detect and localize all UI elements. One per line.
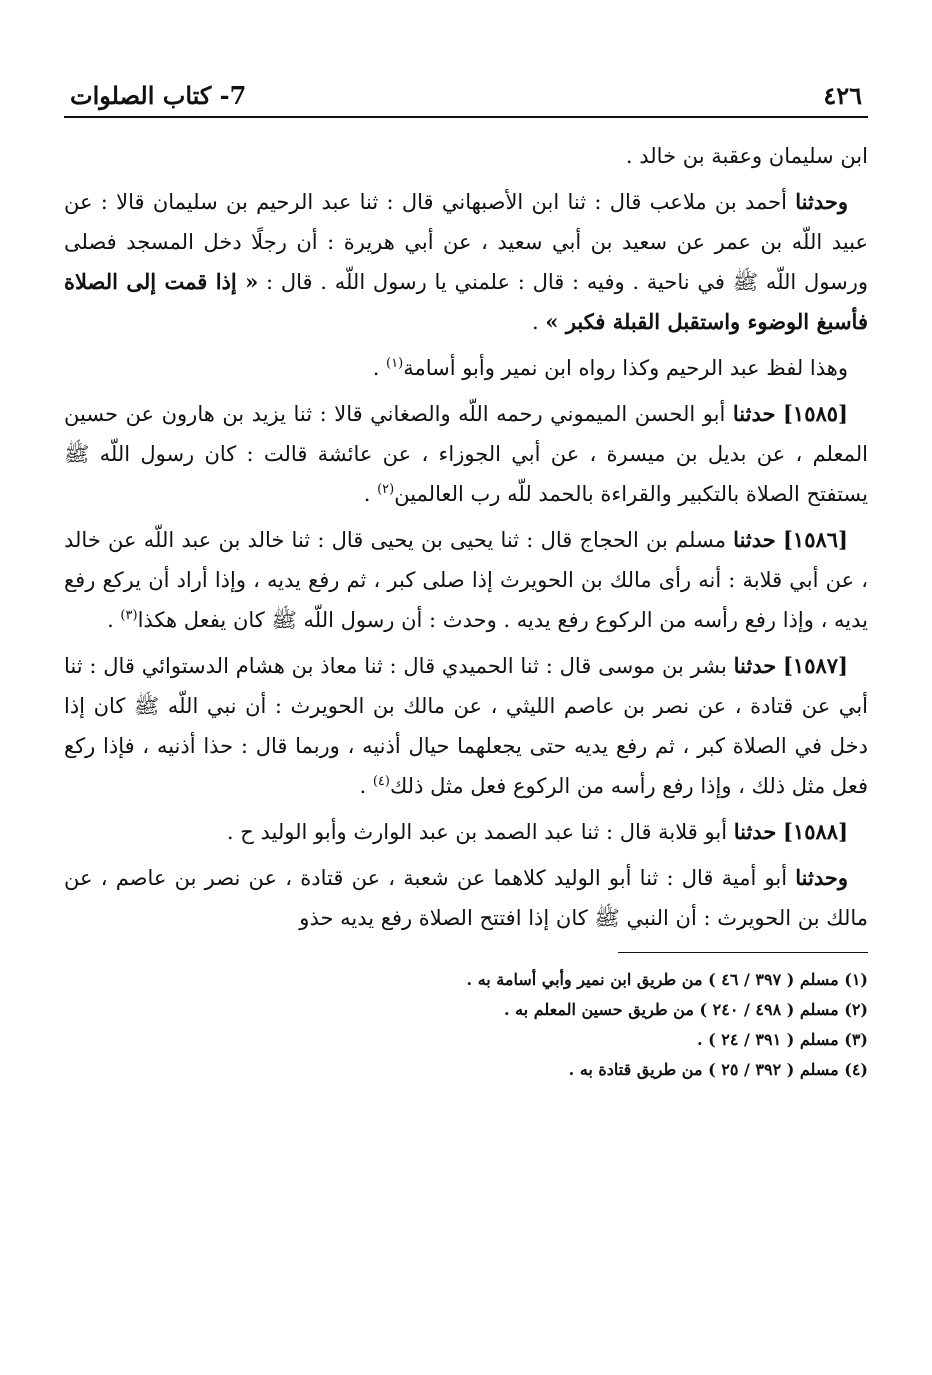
paragraph-hadith-1587 <box>64 646 868 806</box>
paragraph-lead-word: حدثنا <box>732 401 776 426</box>
paragraph-hadith-1586 <box>64 520 868 640</box>
footnote-1: (١) مسلم ( ٣٩٧ / ٤٦ ) من طريق ابن نمير وأبي أسامة به . <box>466 970 868 989</box>
body-text <box>64 136 868 938</box>
paragraph-text: ابن سليمان وعقبة بن خالد . <box>625 144 868 168</box>
paragraph-tail: . <box>372 356 387 380</box>
prophetic-quote: « إذا قمت إلى الصلاة فأسبغ الوضوء واستقبل القبلة فكبر » <box>64 269 868 334</box>
paragraph-text: أبو أمية قال : ثنا أبو الوليد كلاهما عن شعبة ، عن قتادة ، عن نصر بن عاصم ، عن مالك بن الحويرث : أن النبي ﷺ كان إذا افتتح الصلاة رفع يديه حذو <box>64 866 868 930</box>
footnote-2: (٢) مسلم ( ٤٩٨ / ٢٤٠ ) من طريق حسين المعلم به . <box>503 1000 868 1019</box>
paragraph-tail: . <box>359 774 373 798</box>
paragraph-text: بشر بن موسى قال : ثنا الحميدي قال : ثنا معاذ بن هشام الدستوائي قال : ثنا أبي عن قتادة ، عن نصر بن عاصم الليثي ، عن مالك بن الحويرث : أن نبي اللّه ﷺ كان إذا دخل في الصلاة كبر ، ثم رفع يديه حتى يجعلهما حيال أذنيه ، وربما قال : حذا أذنيه ، فإذا ركع فعل مثل ذلك ، وإذا رفع رأسه من الركوع فعل مثل ذلك <box>64 654 868 798</box>
paragraph-hadith-1588 <box>64 812 868 852</box>
hadith-number: [١٥٨٦] <box>782 527 848 552</box>
paragraph-lead-word: حدثنا <box>733 819 777 844</box>
footnote-marker[interactable]: (٤) <box>372 774 390 789</box>
paragraph-lead-word: وحدثنا <box>795 189 848 214</box>
book-page <box>64 72 868 1085</box>
page-number: ٤٢٦ <box>823 81 862 110</box>
footnote-divider <box>618 952 868 953</box>
paragraph-hadith-chain-2 <box>64 858 868 938</box>
paragraph-tail: . <box>363 482 378 506</box>
chapter-title: 7- كتاب الصلوات <box>70 81 247 110</box>
paragraph-hadith-1585 <box>64 394 868 514</box>
running-header <box>64 72 868 118</box>
paragraph-text: أحمد بن ملاعب قال : ثنا ابن الأصبهاني قال : ثنا عبد الرحيم بن سليمان قالا : عن عبيد اللّه بن عمر عن سعيد بن أبي سعيد ، عن أبي هريرة : أن رجلًا دخل المسجد فصلى ورسول اللّه ﷺ في ناحية . وفيه : قال : علمني يا رسول اللّه . قال : <box>64 190 868 294</box>
hadith-number: [١٥٨٥] <box>782 401 848 426</box>
paragraph-hadith-chain <box>64 182 868 342</box>
paragraph-text: مسلم بن الحجاج قال : ثنا يحيى بن يحيى قال : ثنا خالد بن عبد اللّه عن خالد ، عن أبي قلابة : أنه رأى مالك بن الحويرث إذا صلى كبر ، ثم رفع يديه ، وإذا أراد أن يركع رفع يديه ، وإذا رفع رأسه من الركوع رفع يديه . وحدث : أن رسول اللّه ﷺ كان يفعل هكذا <box>64 528 868 632</box>
paragraph-text: وهذا لفظ عبد الرحيم وكذا رواه ابن نمير وأبو أسامة <box>403 356 848 380</box>
paragraph-lead-word: وحدثنا <box>795 865 848 890</box>
paragraph-text: أبو الحسن الميموني رحمه اللّه والصغاني قالا : ثنا يزيد بن هارون عن حسين المعلم ، عن بديل بن ميسرة ، عن أبي الجوزاء ، عن عائشة قالت : كان رسول اللّه ﷺ يستفتح الصلاة بالتكبير والقراءة بالحمد للّه رب العالمين <box>64 402 868 506</box>
footnote-marker[interactable]: (٢) <box>377 482 395 497</box>
paragraph-lead-word: حدثنا <box>733 527 776 552</box>
footnote-4: (٤) مسلم ( ٣٩٢ / ٢٥ ) من طريق قتادة به . <box>568 1060 868 1079</box>
footnotes <box>64 965 868 1085</box>
paragraph-tail: . <box>107 608 121 632</box>
footnote-marker[interactable]: (٣) <box>120 608 138 623</box>
paragraph-note <box>64 348 868 388</box>
paragraph-tail: . <box>532 310 546 334</box>
footnote-3: (٣) مسلم ( ٣٩١ / ٢٤ ) . <box>696 1030 868 1049</box>
paragraph-text: أبو قلابة قال : ثنا عبد الصمد بن عبد الوارث وأبو الوليد ح . <box>226 820 734 844</box>
paragraph-continuation <box>64 136 868 176</box>
hadith-number: [١٥٨٨] <box>783 819 848 844</box>
paragraph-lead-word: حدثنا <box>733 653 777 678</box>
hadith-number: [١٥٨٧] <box>782 653 848 678</box>
footnote-marker[interactable]: (١) <box>386 356 404 371</box>
